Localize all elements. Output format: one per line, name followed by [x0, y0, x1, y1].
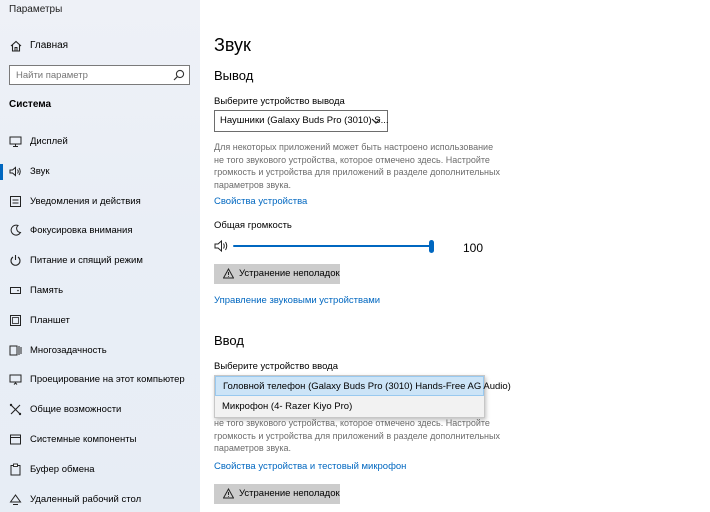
tablet-icon — [9, 314, 22, 327]
sidebar-item-label: Главная — [30, 40, 69, 51]
input-troubleshoot-button[interactable] — [214, 484, 340, 504]
volume-icon[interactable] — [214, 239, 230, 253]
sidebar-item-home[interactable] — [0, 37, 200, 55]
sidebar-item-remote-desktop[interactable] — [0, 489, 200, 512]
sidebar-item-label: Память — [30, 284, 64, 296]
manage-sound-devices-link[interactable]: Управление звуковыми устройствами — [214, 295, 381, 306]
remote-desktop-icon — [9, 493, 22, 506]
input-device-dropdown[interactable] — [214, 375, 511, 418]
sidebar-item-focus-assist[interactable] — [0, 220, 200, 250]
sidebar-item-tablet[interactable] — [0, 310, 200, 340]
input-device-label: Выберите устройство ввода — [214, 361, 339, 372]
storage-icon — [9, 284, 22, 297]
output-device-label: Выберите устройство вывода — [214, 96, 345, 107]
sidebar-item-label: Уведомления и действия — [30, 195, 141, 207]
chevron-down-icon — [371, 117, 381, 125]
search-icon[interactable] — [173, 69, 185, 81]
sidebar-item-storage[interactable] — [0, 280, 200, 310]
display-icon — [9, 135, 22, 148]
warning-icon — [223, 268, 234, 279]
search-input[interactable] — [16, 69, 166, 82]
sidebar-item-label: Многозадачность — [30, 344, 107, 356]
volume-label: Общая громкость — [214, 220, 292, 231]
input-device-properties-link[interactable]: Свойства устройства и тестовый микрофон — [214, 461, 407, 472]
sidebar-section-title: Система — [9, 99, 52, 110]
volume-slider-thumb[interactable] — [429, 240, 434, 253]
button-label: Устранение неполадок — [239, 268, 340, 279]
sidebar-item-multitasking[interactable] — [0, 340, 200, 370]
sidebar — [0, 0, 200, 512]
sidebar-item-system-components[interactable] — [0, 429, 200, 459]
notifications-icon — [9, 195, 22, 208]
main-content — [200, 0, 710, 512]
sidebar-item-label: Питание и спящий режим — [30, 255, 143, 267]
projecting-icon — [9, 373, 22, 386]
sidebar-item-display[interactable] — [0, 131, 200, 161]
volume-slider-track — [233, 245, 431, 247]
active-indicator — [0, 164, 3, 180]
output-troubleshoot-button[interactable] — [214, 264, 340, 284]
input-heading: Ввод — [214, 333, 244, 348]
sidebar-item-label: Дисплей — [30, 136, 68, 147]
sidebar-item-label: Системные компоненты — [30, 433, 137, 445]
sidebar-item-label: Общие возможности — [30, 404, 122, 416]
sidebar-item-label: Буфер обмена — [30, 463, 95, 475]
sidebar-item-label: Фокусировка внимания — [30, 225, 133, 237]
sidebar-nav — [0, 131, 200, 512]
sidebar-item-power[interactable] — [0, 250, 200, 280]
output-device-properties-link[interactable]: Свойства устройства — [214, 196, 308, 207]
input-device-option[interactable] — [215, 397, 484, 417]
clipboard-icon — [9, 463, 22, 476]
window-title: Параметры — [9, 4, 63, 15]
button-label: Устранение неполадок — [239, 488, 340, 499]
option-label: Головной телефон (Galaxy Buds Pro (3010) Hands-Free AG Audio) — [223, 381, 511, 392]
output-device-value: Наушники (Galaxy Buds Pro (3010) S... — [220, 115, 389, 126]
sidebar-item-label: Звук — [30, 165, 50, 177]
output-heading: Вывод — [214, 68, 254, 83]
output-device-select[interactable] — [214, 110, 388, 132]
system-components-icon — [9, 433, 22, 446]
search-box[interactable] — [9, 65, 190, 85]
power-icon — [9, 254, 22, 267]
input-note: не того звукового устройства, которое отмечено здесь. Настройте громкость и устройства для приложений в разделе дополнительных параметров звука. — [214, 418, 500, 453]
speaker-icon — [9, 165, 22, 178]
sidebar-item-shared-experiences[interactable] — [0, 399, 200, 429]
warning-icon — [223, 488, 234, 499]
sidebar-item-sound[interactable] — [0, 161, 200, 191]
sidebar-item-clipboard[interactable] — [0, 459, 200, 489]
input-device-option[interactable] — [215, 376, 511, 396]
home-icon — [9, 39, 23, 53]
volume-slider[interactable] — [233, 240, 433, 252]
output-note: Для некоторых приложений может быть настроено использование не того звукового устройства, которое отмечено здесь. Настройте громкость и устройства для приложений в разделе дополнительных параметров звука. — [214, 142, 500, 190]
page-title: Звук — [214, 35, 251, 55]
option-label: Микрофон (4- Razer Kiyo Pro) — [222, 401, 353, 412]
sidebar-item-label: Планшет — [30, 314, 70, 326]
sidebar-item-label: Удаленный рабочий стол — [30, 493, 142, 505]
shared-experiences-icon — [9, 403, 22, 416]
sidebar-item-projecting[interactable] — [0, 369, 200, 399]
sidebar-item-notifications[interactable] — [0, 191, 200, 221]
focus-assist-icon — [9, 224, 22, 237]
volume-value: 100 — [463, 241, 484, 255]
multitasking-icon — [9, 344, 22, 357]
sidebar-item-label: Проецирование на этот компьютер — [30, 374, 185, 386]
